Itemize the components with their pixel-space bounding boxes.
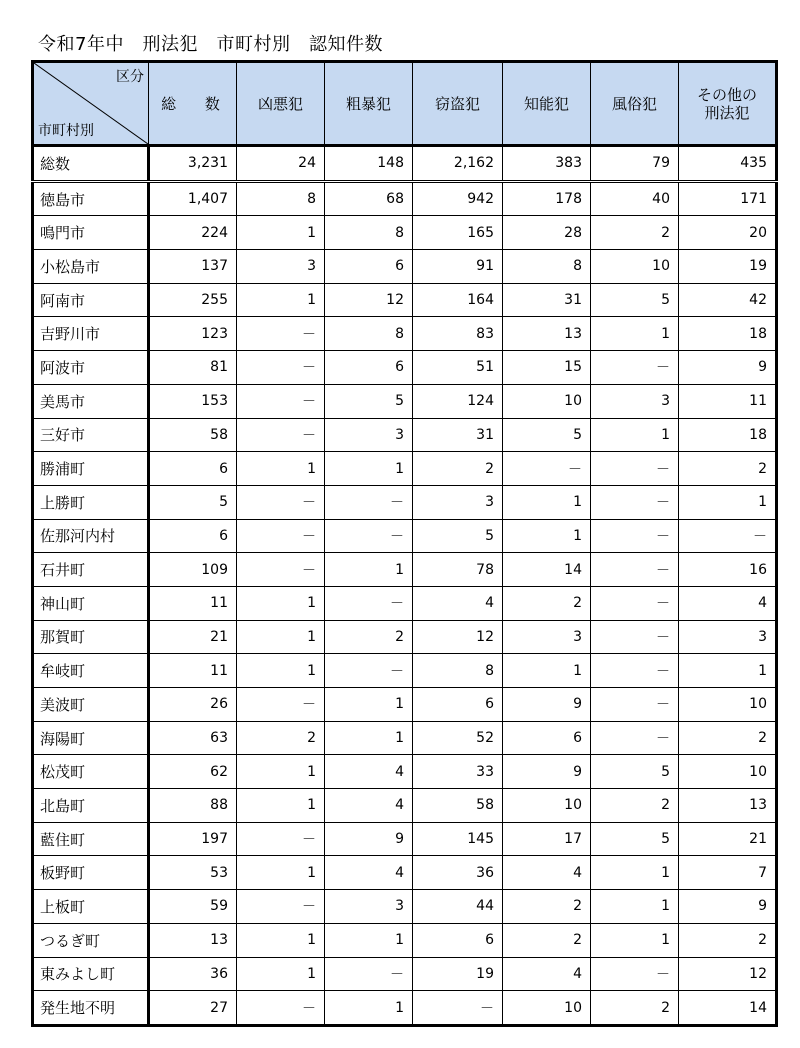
cell-value: 91 xyxy=(413,250,503,284)
table-row xyxy=(33,384,777,418)
cell-value: － xyxy=(237,890,325,924)
cell-value: 164 xyxy=(413,283,503,317)
table-row xyxy=(33,586,777,620)
cell-value: 53 xyxy=(149,856,237,890)
cell-value: 224 xyxy=(149,216,237,250)
table-row xyxy=(33,923,777,957)
cell-value: － xyxy=(237,485,325,519)
cell-value: 2 xyxy=(679,721,777,755)
cell-value: 1 xyxy=(237,216,325,250)
cell-value: － xyxy=(591,586,679,620)
cell-value: 11 xyxy=(149,654,237,688)
cell-value: 2 xyxy=(413,452,503,486)
cell-value: 178 xyxy=(503,181,591,216)
cell-value: 5 xyxy=(503,418,591,452)
cell-value: 4 xyxy=(413,586,503,620)
cell-value: 255 xyxy=(149,283,237,317)
cell-value: 18 xyxy=(679,418,777,452)
cell-value: － xyxy=(325,485,413,519)
cell-value: 5 xyxy=(413,519,503,553)
cell-value: － xyxy=(591,721,679,755)
cell-value: 6 xyxy=(413,923,503,957)
header-total: 総 数 xyxy=(149,62,237,146)
cell-value: 5 xyxy=(325,384,413,418)
cell-value: 4 xyxy=(503,856,591,890)
cell-value: 942 xyxy=(413,181,503,216)
cell-value: 36 xyxy=(149,957,237,991)
cell-value: － xyxy=(503,452,591,486)
cell-value: 10 xyxy=(503,789,591,823)
cell-value: 14 xyxy=(679,991,777,1026)
cell-value: 10 xyxy=(679,755,777,789)
cell-value: 58 xyxy=(149,418,237,452)
corner-header xyxy=(33,62,149,146)
cell-value: 12 xyxy=(413,620,503,654)
cell-value: － xyxy=(237,351,325,385)
cell-value: － xyxy=(237,384,325,418)
cell-value: 24 xyxy=(237,146,325,182)
cell-value: 1 xyxy=(325,923,413,957)
cell-value: 5 xyxy=(591,822,679,856)
cell-value: 145 xyxy=(413,822,503,856)
municipality-name: 上勝町 xyxy=(33,485,149,519)
cell-value: 2 xyxy=(503,586,591,620)
cell-value: 13 xyxy=(503,317,591,351)
cell-value: 44 xyxy=(413,890,503,924)
table-row xyxy=(33,553,777,587)
cell-value: 63 xyxy=(149,721,237,755)
crime-table xyxy=(31,60,778,1027)
cell-value: 6 xyxy=(325,250,413,284)
cell-value: 2 xyxy=(679,923,777,957)
cell-value: 2,162 xyxy=(413,146,503,182)
cell-value: 10 xyxy=(503,384,591,418)
table-row xyxy=(33,688,777,722)
cell-value: 27 xyxy=(149,991,237,1026)
cell-value: 1 xyxy=(503,519,591,553)
cell-value: 8 xyxy=(413,654,503,688)
header-other-line1: その他の xyxy=(696,85,757,104)
table-row xyxy=(33,485,777,519)
cell-value: 10 xyxy=(591,250,679,284)
table-row xyxy=(33,351,777,385)
cell-value: 13 xyxy=(149,923,237,957)
cell-value: 165 xyxy=(413,216,503,250)
municipality-name: 神山町 xyxy=(33,586,149,620)
cell-value: － xyxy=(591,452,679,486)
cell-value: 52 xyxy=(413,721,503,755)
table-row xyxy=(33,250,777,284)
cell-value: 1 xyxy=(325,991,413,1026)
municipality-name: 石井町 xyxy=(33,553,149,587)
cell-value: 15 xyxy=(503,351,591,385)
cell-value: 18 xyxy=(679,317,777,351)
cell-value: 123 xyxy=(149,317,237,351)
cell-value: 9 xyxy=(503,755,591,789)
cell-value: 9 xyxy=(503,688,591,722)
cell-value: 2 xyxy=(237,721,325,755)
cell-value: － xyxy=(679,519,777,553)
municipality-name: 東みよし町 xyxy=(33,957,149,991)
cell-value: 1 xyxy=(503,485,591,519)
cell-value: 3 xyxy=(413,485,503,519)
cell-value: 5 xyxy=(149,485,237,519)
cell-value: － xyxy=(591,553,679,587)
municipality-name: 阿南市 xyxy=(33,283,149,317)
cell-value: 59 xyxy=(149,890,237,924)
cell-value: 81 xyxy=(149,351,237,385)
cell-value: 21 xyxy=(149,620,237,654)
cell-value: 109 xyxy=(149,553,237,587)
cell-value: 3 xyxy=(325,890,413,924)
header-row xyxy=(33,62,777,146)
cell-value: － xyxy=(237,519,325,553)
cell-value: 2 xyxy=(325,620,413,654)
cell-value: 3 xyxy=(325,418,413,452)
cell-value: － xyxy=(325,957,413,991)
municipality-name: 北島町 xyxy=(33,789,149,823)
cell-value: － xyxy=(591,654,679,688)
municipality-name: 小松島市 xyxy=(33,250,149,284)
cell-value: 1 xyxy=(237,452,325,486)
cell-value: 8 xyxy=(325,216,413,250)
municipality-name: 佐那河内村 xyxy=(33,519,149,553)
cell-value: － xyxy=(325,519,413,553)
cell-value: 4 xyxy=(503,957,591,991)
cell-value: 3 xyxy=(503,620,591,654)
cell-value: － xyxy=(237,317,325,351)
cell-value: 7 xyxy=(679,856,777,890)
cell-value: － xyxy=(591,957,679,991)
cell-value: 1 xyxy=(237,283,325,317)
cell-value: 9 xyxy=(679,890,777,924)
municipality-name: 松茂町 xyxy=(33,755,149,789)
cell-value: 3 xyxy=(591,384,679,418)
municipality-name: 三好市 xyxy=(33,418,149,452)
cell-value: 88 xyxy=(149,789,237,823)
municipality-name: 上板町 xyxy=(33,890,149,924)
cell-value: 17 xyxy=(503,822,591,856)
cell-value: 6 xyxy=(149,519,237,553)
cell-value: 31 xyxy=(413,418,503,452)
cell-value: 1 xyxy=(237,654,325,688)
total-row xyxy=(33,146,777,182)
cell-value: 2 xyxy=(503,890,591,924)
cell-value: 435 xyxy=(679,146,777,182)
cell-value: 4 xyxy=(679,586,777,620)
table-row xyxy=(33,654,777,688)
cell-value: － xyxy=(591,519,679,553)
municipality-name: 牟岐町 xyxy=(33,654,149,688)
cell-value: 42 xyxy=(679,283,777,317)
cell-value: 1 xyxy=(325,553,413,587)
table-row xyxy=(33,452,777,486)
cell-value: 124 xyxy=(413,384,503,418)
table-row xyxy=(33,620,777,654)
cell-value: 78 xyxy=(413,553,503,587)
cell-value: 21 xyxy=(679,822,777,856)
table-row xyxy=(33,856,777,890)
cell-value: 11 xyxy=(149,586,237,620)
cell-value: 10 xyxy=(503,991,591,1026)
table-row xyxy=(33,283,777,317)
cell-value: 1 xyxy=(591,317,679,351)
cell-value: 2 xyxy=(591,991,679,1026)
cell-value: 6 xyxy=(413,688,503,722)
cell-value: － xyxy=(413,991,503,1026)
table-row xyxy=(33,991,777,1026)
table-row xyxy=(33,216,777,250)
table-row xyxy=(33,418,777,452)
municipality-name: 鳴門市 xyxy=(33,216,149,250)
cell-value: 1 xyxy=(237,957,325,991)
cell-value: 11 xyxy=(679,384,777,418)
cell-value: 9 xyxy=(679,351,777,385)
municipality-name: つるぎ町 xyxy=(33,923,149,957)
municipality-name: 発生地不明 xyxy=(33,991,149,1026)
cell-value: 1 xyxy=(237,586,325,620)
cell-value: 1 xyxy=(591,923,679,957)
header-other-line2: 刑法犯 xyxy=(704,103,750,122)
municipality-name: 藍住町 xyxy=(33,822,149,856)
cell-value: 58 xyxy=(413,789,503,823)
cell-value: － xyxy=(591,688,679,722)
municipality-name: 美馬市 xyxy=(33,384,149,418)
municipality-name: 海陽町 xyxy=(33,721,149,755)
cell-value: 79 xyxy=(591,146,679,182)
cell-value: 31 xyxy=(503,283,591,317)
cell-value: 3 xyxy=(237,250,325,284)
municipality-name: 阿波市 xyxy=(33,351,149,385)
cell-value: 62 xyxy=(149,755,237,789)
cell-value: 16 xyxy=(679,553,777,587)
cell-value: － xyxy=(237,688,325,722)
cell-value: － xyxy=(591,351,679,385)
cell-value: 2 xyxy=(591,789,679,823)
cell-value: 1 xyxy=(325,452,413,486)
cell-value: 171 xyxy=(679,181,777,216)
cell-value: 28 xyxy=(503,216,591,250)
cell-value: 5 xyxy=(591,283,679,317)
cell-value: 19 xyxy=(679,250,777,284)
cell-value: 2 xyxy=(591,216,679,250)
cell-value: 3,231 xyxy=(149,146,237,182)
cell-value: 1 xyxy=(679,485,777,519)
municipality-name: 美波町 xyxy=(33,688,149,722)
cell-value: 33 xyxy=(413,755,503,789)
cell-value: 148 xyxy=(325,146,413,182)
table-row xyxy=(33,789,777,823)
cell-value: 1 xyxy=(591,418,679,452)
cell-value: － xyxy=(237,991,325,1026)
cell-value: － xyxy=(237,822,325,856)
cell-value: 20 xyxy=(679,216,777,250)
cell-value: 2 xyxy=(679,452,777,486)
cell-value: 12 xyxy=(679,957,777,991)
cell-value: 1 xyxy=(237,789,325,823)
table-body xyxy=(33,146,777,1026)
table-row xyxy=(33,890,777,924)
cell-value: 8 xyxy=(503,250,591,284)
municipality-name: 総数 xyxy=(33,146,149,182)
municipality-name: 板野町 xyxy=(33,856,149,890)
corner-label-category: 区分 xyxy=(116,69,144,85)
header-intellectual: 知能犯 xyxy=(503,62,591,146)
cell-value: 197 xyxy=(149,822,237,856)
cell-value: 26 xyxy=(149,688,237,722)
table-row xyxy=(33,317,777,351)
table-row xyxy=(33,755,777,789)
cell-value: 51 xyxy=(413,351,503,385)
cell-value: 1,407 xyxy=(149,181,237,216)
cell-value: 83 xyxy=(413,317,503,351)
cell-value: 3 xyxy=(679,620,777,654)
cell-value: 8 xyxy=(325,317,413,351)
cell-value: 1 xyxy=(679,654,777,688)
cell-value: 13 xyxy=(679,789,777,823)
cell-value: 9 xyxy=(325,822,413,856)
municipality-name: 徳島市 xyxy=(33,181,149,216)
cell-value: 1 xyxy=(325,721,413,755)
header-other xyxy=(679,62,777,146)
table-row xyxy=(33,721,777,755)
cell-value: 137 xyxy=(149,250,237,284)
cell-value: 153 xyxy=(149,384,237,418)
table-row xyxy=(33,822,777,856)
cell-value: 19 xyxy=(413,957,503,991)
corner-label-municipality: 市町村別 xyxy=(38,123,94,139)
cell-value: 68 xyxy=(325,181,413,216)
header-violent: 凶悪犯 xyxy=(237,62,325,146)
municipality-name: 吉野川市 xyxy=(33,317,149,351)
cell-value: 1 xyxy=(237,755,325,789)
cell-value: 40 xyxy=(591,181,679,216)
cell-value: 8 xyxy=(237,181,325,216)
cell-value: 1 xyxy=(591,890,679,924)
cell-value: － xyxy=(237,418,325,452)
header-theft: 窃盗犯 xyxy=(413,62,503,146)
cell-value: － xyxy=(591,485,679,519)
cell-value: 14 xyxy=(503,553,591,587)
cell-value: 1 xyxy=(237,620,325,654)
page-title: 令和7年中 刑法犯 市町村別 認知件数 xyxy=(38,34,383,55)
table-row xyxy=(33,519,777,553)
cell-value: 12 xyxy=(325,283,413,317)
cell-value: － xyxy=(325,586,413,620)
cell-value: 1 xyxy=(237,856,325,890)
cell-value: 2 xyxy=(503,923,591,957)
header-rough: 粗暴犯 xyxy=(325,62,413,146)
cell-value: － xyxy=(591,620,679,654)
cell-value: 6 xyxy=(325,351,413,385)
cell-value: 6 xyxy=(149,452,237,486)
municipality-name: 勝浦町 xyxy=(33,452,149,486)
cell-value: 4 xyxy=(325,789,413,823)
cell-value: 1 xyxy=(325,688,413,722)
cell-value: 1 xyxy=(591,856,679,890)
cell-value: － xyxy=(237,553,325,587)
cell-value: 5 xyxy=(591,755,679,789)
cell-value: 6 xyxy=(503,721,591,755)
cell-value: 10 xyxy=(679,688,777,722)
header-moral: 風俗犯 xyxy=(591,62,679,146)
cell-value: 36 xyxy=(413,856,503,890)
table-row xyxy=(33,181,777,216)
cell-value: 1 xyxy=(237,923,325,957)
municipality-name: 那賀町 xyxy=(33,620,149,654)
table-row xyxy=(33,957,777,991)
cell-value: － xyxy=(325,654,413,688)
cell-value: 4 xyxy=(325,856,413,890)
cell-value: 4 xyxy=(325,755,413,789)
cell-value: 1 xyxy=(503,654,591,688)
cell-value: 383 xyxy=(503,146,591,182)
